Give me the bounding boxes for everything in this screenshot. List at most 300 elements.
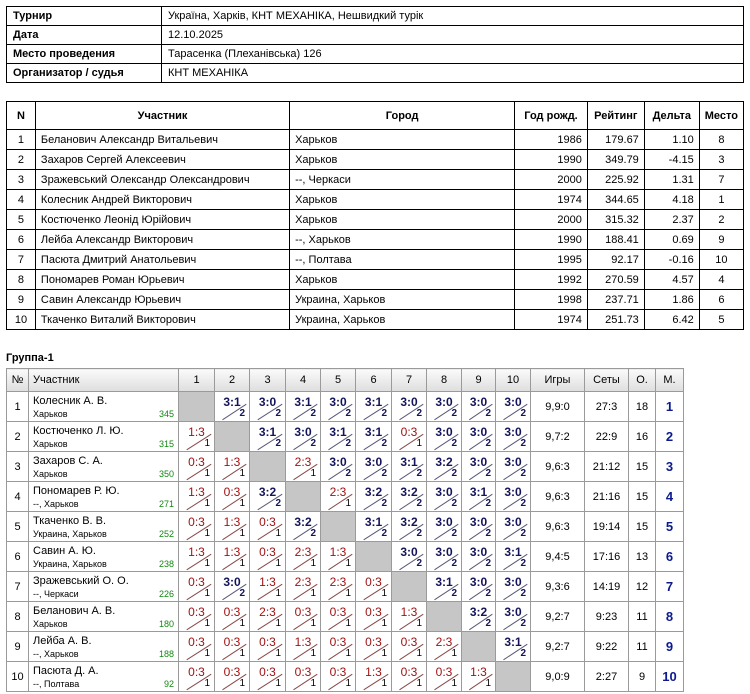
group-sets: 21:16	[585, 482, 629, 512]
group-player-rating: 315	[158, 439, 174, 449]
participant-delta: 1.31	[644, 170, 699, 190]
match-score: 2:3	[294, 575, 312, 589]
match-points: 2	[310, 528, 316, 539]
group-player-rating: 345	[158, 409, 174, 419]
participant-n: 10	[7, 310, 36, 330]
match-points: 1	[275, 618, 281, 629]
participants-column-header: Рейтинг	[587, 102, 644, 130]
match-result-cell	[496, 422, 531, 452]
match-result-cell	[356, 422, 392, 452]
participant-n: 8	[7, 270, 36, 290]
participant-n: 9	[7, 290, 36, 310]
group-player-city: Харьков	[33, 619, 68, 629]
match-points: 2	[520, 558, 526, 569]
match-result-cell	[179, 632, 215, 662]
group-row	[7, 392, 684, 422]
match-score: 3:1	[223, 395, 241, 409]
group-sets: 22:9	[585, 422, 629, 452]
match-result-cell	[462, 662, 496, 692]
participants-column-header: Место	[699, 102, 743, 130]
match-score: 3:0	[435, 395, 453, 409]
participant-row	[7, 230, 744, 250]
match-points: 1	[381, 588, 387, 599]
match-result-cell	[427, 572, 462, 602]
match-score: 0:3	[400, 665, 418, 679]
match-points: 1	[345, 678, 351, 689]
match-score: 3:2	[469, 605, 488, 619]
match-points: 1	[239, 678, 245, 689]
group-player-cell	[29, 662, 179, 692]
participant-year: 1990	[515, 150, 588, 170]
match-points: 1	[416, 618, 422, 629]
group-header-sets: Сеты	[585, 369, 629, 392]
match-points: 1	[204, 528, 210, 539]
match-points: 2	[485, 498, 491, 509]
match-result-cell	[250, 602, 286, 632]
participant-place: 9	[699, 230, 743, 250]
match-result-cell	[462, 482, 496, 512]
group-points: 15	[629, 452, 656, 482]
match-points: 1	[310, 588, 316, 599]
match-result-cell	[496, 602, 531, 632]
tournament-info-body	[7, 7, 744, 83]
group-player-rating: 271	[158, 499, 174, 509]
group-games: 9,6:3	[531, 482, 585, 512]
group-header-games: Игры	[531, 369, 585, 392]
participant-rating: 344.65	[587, 190, 644, 210]
participant-city: Харьков	[290, 130, 515, 150]
match-score: 3:0	[504, 485, 522, 499]
participant-place: 6	[699, 290, 743, 310]
group-row-num: 1	[7, 392, 29, 422]
match-points: 1	[451, 678, 457, 689]
match-result-cell	[286, 392, 321, 422]
match-result-cell	[321, 572, 356, 602]
match-score: 0:3	[294, 605, 312, 619]
match-points: 2	[451, 498, 457, 509]
participant-name: Пономарев Роман Юрьевич	[35, 270, 289, 290]
match-score: 0:3	[365, 605, 382, 619]
match-score: 0:3	[400, 425, 418, 439]
match-score: 3:2	[435, 455, 453, 469]
match-result-cell	[286, 662, 321, 692]
match-points: 1	[275, 588, 281, 599]
match-score: 0:3	[223, 485, 241, 499]
match-score: 3:0	[504, 605, 522, 619]
group-player-cell	[29, 482, 179, 512]
group-row-num: 5	[7, 512, 29, 542]
match-score: 0:3	[188, 665, 205, 679]
match-result-cell	[392, 422, 427, 452]
match-result-cell	[462, 542, 496, 572]
group-points: 15	[629, 482, 656, 512]
info-label: Место проведения	[7, 45, 162, 64]
group-points: 18	[629, 392, 656, 422]
match-result-cell	[392, 662, 427, 692]
participants-column-header: Город	[290, 102, 515, 130]
match-result-cell	[321, 482, 356, 512]
match-score: 3:1	[364, 515, 383, 529]
participants-table	[6, 101, 744, 330]
participant-place: 5	[699, 310, 743, 330]
match-score: 0:3	[188, 455, 205, 469]
match-result-cell	[392, 632, 427, 662]
participant-name: Пасюта Дмитрий Анатольевич	[35, 250, 289, 270]
participant-row	[7, 290, 744, 310]
match-score: 3:0	[435, 515, 453, 529]
participant-delta: 4.57	[644, 270, 699, 290]
match-points: 1	[345, 558, 351, 569]
group-sets: 21:12	[585, 452, 629, 482]
group-player-rating: 92	[163, 679, 174, 689]
match-score: 0:3	[223, 605, 241, 619]
group-points: 13	[629, 542, 656, 572]
match-result-cell	[179, 662, 215, 692]
participant-city: --, Черкаси	[290, 170, 515, 190]
match-points: 2	[451, 588, 457, 599]
match-result-cell	[321, 602, 356, 632]
match-points: 2	[451, 438, 457, 449]
match-points: 2	[451, 408, 457, 419]
match-points: 1	[345, 588, 351, 599]
match-score: 2:3	[435, 635, 453, 649]
match-score: 1:3	[294, 635, 312, 649]
match-result-cell	[462, 602, 496, 632]
match-result-cell	[496, 632, 531, 662]
diagonal-cell	[392, 572, 427, 602]
match-score: 3:2	[400, 485, 418, 499]
match-points: 1	[204, 618, 210, 629]
group-games: 9,6:3	[531, 512, 585, 542]
participant-delta: 2.37	[644, 210, 699, 230]
info-row	[7, 64, 744, 83]
group-player-cell	[29, 572, 179, 602]
group-player-rating: 252	[158, 529, 174, 539]
match-score: 0:3	[259, 635, 276, 649]
group-player-name: Пономарев Р. Ю.	[33, 485, 120, 497]
match-score: 3:0	[435, 545, 453, 559]
match-score: 3:0	[504, 575, 522, 589]
group-games: 9,9:0	[531, 392, 585, 422]
group-player-rating: 238	[158, 559, 174, 569]
match-score: 3:0	[469, 575, 488, 589]
participant-name: Беланович Александр Витальевич	[35, 130, 289, 150]
match-score: 3:1	[504, 545, 522, 559]
match-result-cell	[215, 452, 250, 482]
match-points: 2	[451, 528, 457, 539]
match-result-cell	[179, 542, 215, 572]
participant-delta: 4.18	[644, 190, 699, 210]
match-points: 1	[485, 678, 491, 689]
match-score: 0:3	[259, 665, 276, 679]
tournament-info-table	[6, 6, 744, 83]
match-result-cell	[496, 512, 531, 542]
match-score: 3:0	[435, 485, 453, 499]
group-row-num: 7	[7, 572, 29, 602]
match-result-cell	[427, 482, 462, 512]
group-header-opponent: 6	[356, 369, 392, 392]
participant-city: --, Полтава	[290, 250, 515, 270]
group-header-opponent: 7	[392, 369, 427, 392]
group-place: 4	[656, 482, 684, 512]
diagonal-cell	[250, 452, 286, 482]
match-result-cell	[286, 512, 321, 542]
match-result-cell	[321, 542, 356, 572]
group-sets: 9:23	[585, 602, 629, 632]
group-player-name: Пасюта Д. А.	[33, 665, 99, 677]
match-points: 1	[381, 618, 387, 629]
match-score: 3:0	[329, 395, 347, 409]
info-value: 12.10.2025	[162, 26, 744, 45]
match-score: 3:0	[400, 545, 418, 559]
match-points: 1	[416, 678, 422, 689]
match-points: 2	[381, 468, 387, 479]
match-result-cell	[462, 452, 496, 482]
group-player-city: --, Харьков	[33, 499, 79, 509]
group-row	[7, 602, 684, 632]
info-label: Дата	[7, 26, 162, 45]
match-points: 2	[520, 588, 526, 599]
group-place: 9	[656, 632, 684, 662]
group-points: 15	[629, 512, 656, 542]
participant-rating: 251.73	[587, 310, 644, 330]
group-sets: 19:14	[585, 512, 629, 542]
match-points: 2	[485, 528, 491, 539]
match-score: 3:2	[364, 485, 383, 499]
group-place: 2	[656, 422, 684, 452]
diagonal-cell	[286, 482, 321, 512]
match-score: 2:3	[259, 605, 276, 619]
match-points: 2	[345, 408, 351, 419]
match-result-cell	[286, 542, 321, 572]
match-result-cell	[427, 512, 462, 542]
match-result-cell	[496, 452, 531, 482]
group-player-name: Ткаченко В. В.	[33, 515, 107, 527]
participant-row	[7, 210, 744, 230]
participant-rating: 237.71	[587, 290, 644, 310]
participant-rating: 270.59	[587, 270, 644, 290]
match-score: 3:0	[329, 455, 347, 469]
participant-n: 4	[7, 190, 36, 210]
match-result-cell	[356, 392, 392, 422]
match-score: 0:3	[188, 605, 205, 619]
match-result-cell	[356, 452, 392, 482]
match-points: 2	[416, 558, 422, 569]
match-result-cell	[496, 542, 531, 572]
group-player-name: Беланович А. В.	[33, 605, 116, 617]
match-points: 1	[204, 648, 210, 659]
group-body	[7, 392, 684, 692]
match-points: 2	[485, 408, 491, 419]
match-score: 3:0	[294, 425, 312, 439]
match-score: 0:3	[365, 635, 382, 649]
participant-rating: 179.67	[587, 130, 644, 150]
match-result-cell	[427, 662, 462, 692]
match-result-cell	[427, 632, 462, 662]
group-player-name: Костюченко Л. Ю.	[33, 425, 124, 437]
info-value: Тарасенка (Плеханівська) 126	[162, 45, 744, 64]
participant-row	[7, 130, 744, 150]
group-sets: 14:19	[585, 572, 629, 602]
group-place: 7	[656, 572, 684, 602]
match-points: 2	[520, 408, 526, 419]
match-result-cell	[462, 422, 496, 452]
match-score: 3:1	[329, 425, 347, 439]
match-points: 2	[416, 528, 422, 539]
participant-n: 7	[7, 250, 36, 270]
match-score: 0:3	[329, 635, 347, 649]
group-place: 1	[656, 392, 684, 422]
match-score: 3:2	[294, 515, 312, 529]
match-score: 3:0	[469, 425, 488, 439]
match-result-cell	[215, 542, 250, 572]
participant-city: Украина, Харьков	[290, 290, 515, 310]
group-place: 6	[656, 542, 684, 572]
match-result-cell	[215, 392, 250, 422]
match-points: 2	[520, 438, 526, 449]
group-row-num: 8	[7, 602, 29, 632]
match-score: 3:0	[504, 515, 522, 529]
participant-name: Костюченко Леонід Юрійович	[35, 210, 289, 230]
participant-place: 2	[699, 210, 743, 230]
match-points: 1	[310, 468, 316, 479]
group-player-city: --, Черкаси	[33, 589, 79, 599]
match-score: 3:0	[469, 395, 488, 409]
match-result-cell	[321, 632, 356, 662]
match-result-cell	[392, 452, 427, 482]
match-points: 2	[310, 408, 316, 419]
match-result-cell	[321, 422, 356, 452]
group-games: 9,2:7	[531, 602, 585, 632]
match-score: 0:3	[329, 665, 347, 679]
participant-city: Харьков	[290, 210, 515, 230]
participant-rating: 92.17	[587, 250, 644, 270]
match-result-cell	[286, 572, 321, 602]
match-points: 1	[275, 558, 281, 569]
group-player-rating: 350	[158, 469, 174, 479]
group-cross-table	[6, 368, 684, 692]
match-score: 0:3	[188, 635, 205, 649]
group-points: 9	[629, 662, 656, 692]
participant-rating: 188.41	[587, 230, 644, 250]
match-result-cell	[392, 512, 427, 542]
participant-name: Колесник Андрей Викторович	[35, 190, 289, 210]
group-points: 11	[629, 632, 656, 662]
group-player-name: Лейба А. В.	[33, 635, 92, 647]
participant-city: Харьков	[290, 270, 515, 290]
match-result-cell	[462, 392, 496, 422]
match-score: 3:2	[258, 485, 277, 499]
match-points: 1	[381, 648, 387, 659]
participant-city: Харьков	[290, 190, 515, 210]
group-player-name: Колесник А. В.	[33, 395, 108, 407]
match-points: 1	[310, 678, 316, 689]
group-row	[7, 422, 684, 452]
match-result-cell	[215, 632, 250, 662]
group-header-opponent: 9	[462, 369, 496, 392]
match-result-cell	[427, 422, 462, 452]
group-player-city: --, Харьков	[33, 649, 79, 659]
match-result-cell	[496, 572, 531, 602]
match-points: 2	[416, 468, 422, 479]
group-header-row	[7, 369, 684, 392]
group-player-cell	[29, 512, 179, 542]
match-points: 2	[451, 558, 457, 569]
match-score: 3:0	[504, 425, 522, 439]
group-header-opponent: 8	[427, 369, 462, 392]
match-points: 2	[485, 558, 491, 569]
info-value: Україна, Харків, КНТ МЕХАНІКА, Нешвидкий турік	[162, 7, 744, 26]
participants-header-row	[7, 102, 744, 130]
match-score: 3:1	[294, 395, 312, 409]
match-points: 1	[204, 558, 210, 569]
match-result-cell	[250, 572, 286, 602]
group-player-rating: 188	[158, 649, 174, 659]
info-row	[7, 26, 744, 45]
match-result-cell	[321, 662, 356, 692]
match-score: 3:0	[504, 455, 522, 469]
match-points: 2	[485, 468, 491, 479]
participant-row	[7, 250, 744, 270]
match-score: 3:0	[400, 395, 418, 409]
match-score: 3:1	[364, 395, 383, 409]
participant-year: 1974	[515, 190, 588, 210]
group-row	[7, 572, 684, 602]
match-result-cell	[321, 392, 356, 422]
match-score: 3:0	[223, 575, 241, 589]
participant-rating: 349.79	[587, 150, 644, 170]
group-row	[7, 452, 684, 482]
match-result-cell	[286, 632, 321, 662]
group-sets: 17:16	[585, 542, 629, 572]
match-result-cell	[356, 572, 392, 602]
group-header-opponent: 5	[321, 369, 356, 392]
match-points: 2	[485, 618, 491, 629]
participant-year: 1998	[515, 290, 588, 310]
participant-city: Харьков	[290, 150, 515, 170]
match-score: 2:3	[329, 575, 347, 589]
match-result-cell	[250, 542, 286, 572]
match-score: 3:2	[400, 515, 418, 529]
match-score: 3:1	[258, 425, 277, 439]
match-score: 3:1	[364, 425, 383, 439]
match-score: 0:3	[259, 515, 276, 529]
match-score: 0:3	[400, 635, 418, 649]
participants-column-header: Дельта	[644, 102, 699, 130]
group-player-rating: 180	[158, 619, 174, 629]
group-sets: 9:22	[585, 632, 629, 662]
participant-year: 1986	[515, 130, 588, 150]
match-points: 1	[310, 618, 316, 629]
participant-place: 10	[699, 250, 743, 270]
group-player-name: Савин А. Ю.	[33, 545, 96, 557]
group-header-points: О.	[629, 369, 656, 392]
match-points: 2	[345, 468, 351, 479]
match-points: 1	[204, 498, 210, 509]
match-points: 1	[204, 468, 210, 479]
group-header-opponent: 2	[215, 369, 250, 392]
group-games: 9,0:9	[531, 662, 585, 692]
group-row	[7, 482, 684, 512]
match-points: 1	[345, 498, 351, 509]
match-points: 2	[381, 438, 387, 449]
group-player-city: Украина, Харьков	[33, 529, 107, 539]
participants-column-header: Год рожд.	[515, 102, 588, 130]
group-player-cell	[29, 632, 179, 662]
match-score: 1:3	[470, 665, 487, 679]
info-row	[7, 7, 744, 26]
participant-rating: 315.32	[587, 210, 644, 230]
